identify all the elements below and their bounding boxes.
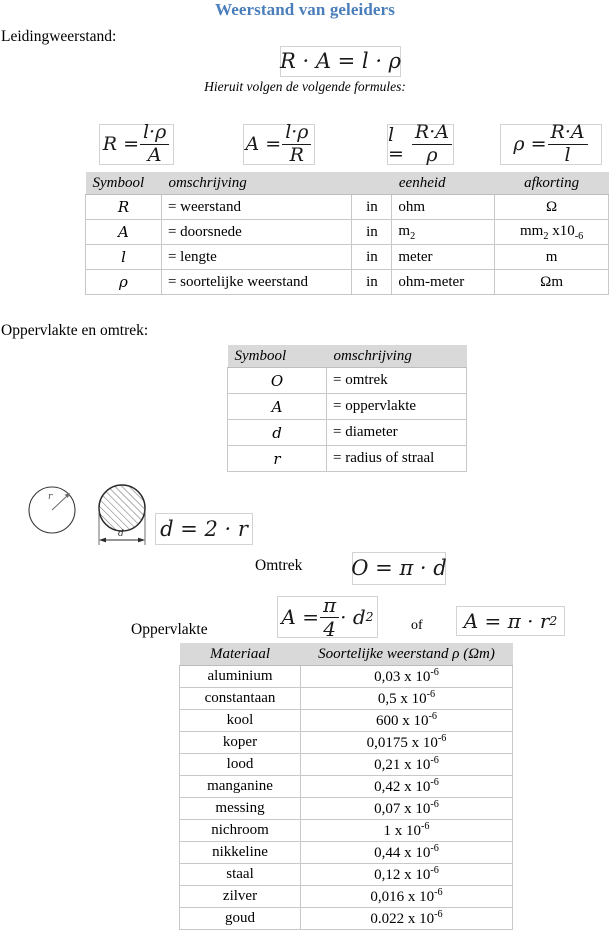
fraction-denominator: 4	[323, 616, 336, 641]
resistivity-exponent: -6	[426, 689, 436, 700]
resistivity-mantissa: 0,016 x 10	[370, 889, 435, 905]
table-row	[228, 446, 467, 472]
fraction	[320, 592, 339, 641]
equation-resistivity	[500, 121, 602, 166]
fraction-numerator: l·ρ	[140, 123, 169, 145]
circle-diameter-diagram	[96, 482, 156, 550]
resistivity-mantissa: 600 x 10	[376, 713, 429, 729]
equation-resistivity-lhs: ρ =	[513, 133, 547, 155]
resistivity-mantissa: 0,0175 x 10	[366, 735, 438, 751]
cell-abbreviation	[495, 220, 609, 245]
table-row	[228, 368, 467, 394]
cell-symbol: A	[86, 220, 162, 245]
page-title: Weerstand van geleiders	[215, 0, 395, 19]
table-row	[86, 195, 609, 220]
cell-unit: ohm	[392, 195, 495, 220]
cell-symbol: R	[86, 195, 162, 220]
cell-symbol: O	[228, 368, 327, 394]
equation-diameter-equals-2r	[155, 513, 253, 545]
column-header-omschrijving: omschrijving	[161, 173, 352, 195]
table-row	[86, 220, 609, 245]
cell-resistivity	[301, 908, 513, 930]
table-row	[180, 908, 513, 930]
abbr-base: mm	[520, 222, 544, 239]
cell-resistivity	[301, 754, 513, 776]
circle-hatch-fill	[96, 482, 156, 542]
resistivity-exponent: -6	[430, 755, 439, 766]
resistivity-mantissa: 0,21 x 10	[374, 757, 431, 773]
column-header-symbool: Symbool	[86, 173, 162, 195]
table-row	[180, 820, 513, 842]
cell-symbol: d	[228, 420, 327, 446]
circle-radius-diagram	[26, 482, 82, 538]
cell-resistivity	[301, 798, 513, 820]
cell-material: goud	[180, 908, 301, 930]
cell-material: staal	[180, 864, 301, 886]
cell-abbreviation: m	[495, 245, 609, 270]
abbr-tail: x10	[548, 222, 575, 239]
fraction-numerator: R·A	[548, 123, 588, 145]
cell-resistivity	[301, 820, 513, 842]
cell-in: in	[352, 220, 392, 245]
table-row	[86, 270, 609, 295]
resistivity-exponent: -6	[430, 667, 439, 678]
table-materials	[179, 643, 513, 930]
resistivity-exponent: -6	[430, 777, 439, 788]
cell-in: in	[352, 195, 392, 220]
equation-area-radius-exponent: 2	[549, 612, 558, 628]
equation-length	[387, 121, 454, 166]
column-header-symbool: Symbool	[228, 346, 327, 368]
equation-area-from-diameter	[277, 592, 378, 641]
caption-hieruit: Hieruit volgen de volgende formules:	[204, 79, 406, 94]
section-label-leidingweerstand: Leidingweerstand:	[1, 28, 117, 45]
dimension-arrowhead-right	[138, 538, 145, 543]
cell-resistivity	[301, 688, 513, 710]
table-row	[180, 886, 513, 908]
table-row	[228, 394, 467, 420]
table-row	[180, 666, 513, 688]
equation-main-text: R · A = l · ρ	[279, 49, 402, 73]
table-row	[180, 776, 513, 798]
fraction-denominator: l	[564, 144, 571, 166]
resistivity-exponent: -6	[437, 733, 447, 744]
equation-area	[243, 121, 315, 166]
cell-description: = oppervlakte	[327, 394, 467, 420]
column-header-afkorting: afkorting	[495, 173, 609, 195]
equation-circumference	[352, 552, 446, 585]
table-symbols	[85, 172, 609, 295]
table-row	[180, 732, 513, 754]
cell-description: = radius of straal	[327, 446, 467, 472]
cell-material: nikkeline	[180, 842, 301, 864]
cell-material: messing	[180, 798, 301, 820]
resistivity-exponent: -6	[421, 821, 430, 832]
cell-material: aluminium	[180, 666, 301, 688]
resistivity-exponent: -6	[430, 799, 439, 810]
column-header-eenheid: eenheid	[392, 173, 495, 195]
cell-description: = diameter	[327, 420, 467, 446]
cell-material: kool	[180, 710, 301, 732]
equation-main	[280, 46, 401, 77]
column-header-soortelijke-weerstand: Soortelijke weerstand ρ (Ωm)	[301, 644, 513, 666]
fraction-numerator: π	[320, 595, 339, 618]
table-symbols-body	[86, 195, 609, 295]
table-row	[228, 420, 467, 446]
cell-symbol: A	[228, 394, 327, 420]
fraction-numerator: R·A	[412, 123, 452, 145]
radius-line	[52, 495, 68, 510]
equation-resistance-lhs: R =	[102, 133, 139, 155]
diameter-label: d	[118, 529, 124, 539]
cell-in: in	[352, 245, 392, 270]
unit-exponent: 2	[410, 230, 416, 242]
cell-material: lood	[180, 754, 301, 776]
resistivity-exponent: -6	[434, 909, 443, 920]
cell-unit: ohm-meter	[392, 270, 495, 295]
cell-resistivity	[301, 842, 513, 864]
equation-resistance	[99, 121, 174, 166]
resistivity-mantissa: 0.022 x 10	[370, 911, 435, 927]
table-geometry-body	[228, 368, 467, 472]
label-of: of	[411, 618, 423, 633]
table-row	[180, 798, 513, 820]
cell-in: in	[352, 270, 392, 295]
cell-material: zilver	[180, 886, 301, 908]
cell-unit	[392, 220, 495, 245]
resistivity-exponent: -6	[434, 887, 443, 898]
cell-abbreviation: Ωm	[495, 270, 609, 295]
equation-area-exponent: 2	[365, 608, 374, 624]
resistivity-mantissa: 1 x 10	[383, 823, 421, 839]
resistivity-exponent: -6	[428, 711, 437, 722]
equation-area-radius-text: A = π · r	[463, 609, 550, 633]
radius-label: r	[48, 492, 53, 502]
cell-resistivity	[301, 886, 513, 908]
fraction-denominator: R	[289, 144, 304, 166]
fraction	[282, 123, 311, 166]
column-header-materiaal: Materiaal	[180, 644, 301, 666]
label-omtrek: Omtrek	[255, 557, 303, 574]
column-header-blank	[352, 173, 392, 195]
table-materials-head	[180, 644, 513, 666]
cell-resistivity	[301, 666, 513, 688]
dimension-arrowhead-left	[99, 538, 106, 543]
cell-symbol: l	[86, 245, 162, 270]
equation-area-lhs: A =	[245, 133, 282, 155]
cell-description: = soortelijke weerstand	[161, 270, 352, 295]
fraction	[412, 123, 452, 166]
label-oppervlakte: Oppervlakte	[131, 621, 208, 638]
cell-description: = omtrek	[327, 368, 467, 394]
fraction-denominator: ρ	[426, 144, 438, 166]
resistivity-mantissa: 0,12 x 10	[374, 867, 431, 883]
cell-symbol: r	[228, 446, 327, 472]
table-row	[180, 842, 513, 864]
equation-diameter-text: d = 2 · r	[160, 516, 248, 541]
resistivity-exponent: -6	[430, 865, 439, 876]
table-row	[180, 864, 513, 886]
cell-symbol: ρ	[86, 270, 162, 295]
equation-length-lhs: l =	[388, 123, 404, 165]
table-header-row	[180, 644, 513, 666]
resistivity-mantissa: 0,03 x 10	[374, 669, 431, 685]
resistivity-mantissa: 0,44 x 10	[374, 845, 431, 861]
table-symbols-head	[86, 173, 609, 195]
table-row	[86, 245, 609, 270]
equation-area-from-radius	[456, 606, 565, 636]
table-geometry-head	[228, 346, 467, 368]
resistivity-mantissa: 0,42 x 10	[374, 779, 431, 795]
cell-resistivity	[301, 776, 513, 798]
abbr-exponent: 2	[543, 230, 549, 242]
resistivity-exponent: -6	[430, 843, 439, 854]
section-label-oppervlakte-en-omtrek: Oppervlakte en omtrek:	[1, 322, 149, 339]
cell-material: nichroom	[180, 820, 301, 842]
resistivity-mantissa: 0,07 x 10	[374, 801, 431, 817]
cell-description: = doorsnede	[161, 220, 352, 245]
table-row	[180, 754, 513, 776]
fraction-numerator: l·ρ	[282, 123, 311, 145]
cell-unit: meter	[392, 245, 495, 270]
table-row	[180, 710, 513, 732]
cell-material: manganine	[180, 776, 301, 798]
cell-description: = weerstand	[161, 195, 352, 220]
cell-description: = lengte	[161, 245, 352, 270]
cell-resistivity	[301, 710, 513, 732]
cell-material: constantaan	[180, 688, 301, 710]
resistivity-mantissa: 0,5 x 10	[377, 691, 427, 707]
cell-resistivity	[301, 864, 513, 886]
fraction	[548, 123, 588, 166]
equation-area-rhs: · d	[340, 605, 366, 629]
equation-circumference-text: O = π · d	[351, 556, 447, 580]
cell-abbreviation: Ω	[495, 195, 609, 220]
fraction	[140, 123, 169, 166]
abbr-tail-exponent: -6	[574, 230, 584, 242]
table-header-row	[228, 346, 467, 368]
table-header-row	[86, 173, 609, 195]
column-header-omschrijving: omschrijving	[327, 346, 467, 368]
equation-area-lhs: A =	[281, 605, 319, 629]
unit-base: m	[398, 222, 411, 239]
table-geometry-symbols	[227, 345, 467, 472]
table-materials-body	[180, 666, 513, 930]
cell-material: koper	[180, 732, 301, 754]
cell-resistivity	[301, 732, 513, 754]
fraction-denominator: A	[147, 144, 162, 166]
table-row	[180, 688, 513, 710]
